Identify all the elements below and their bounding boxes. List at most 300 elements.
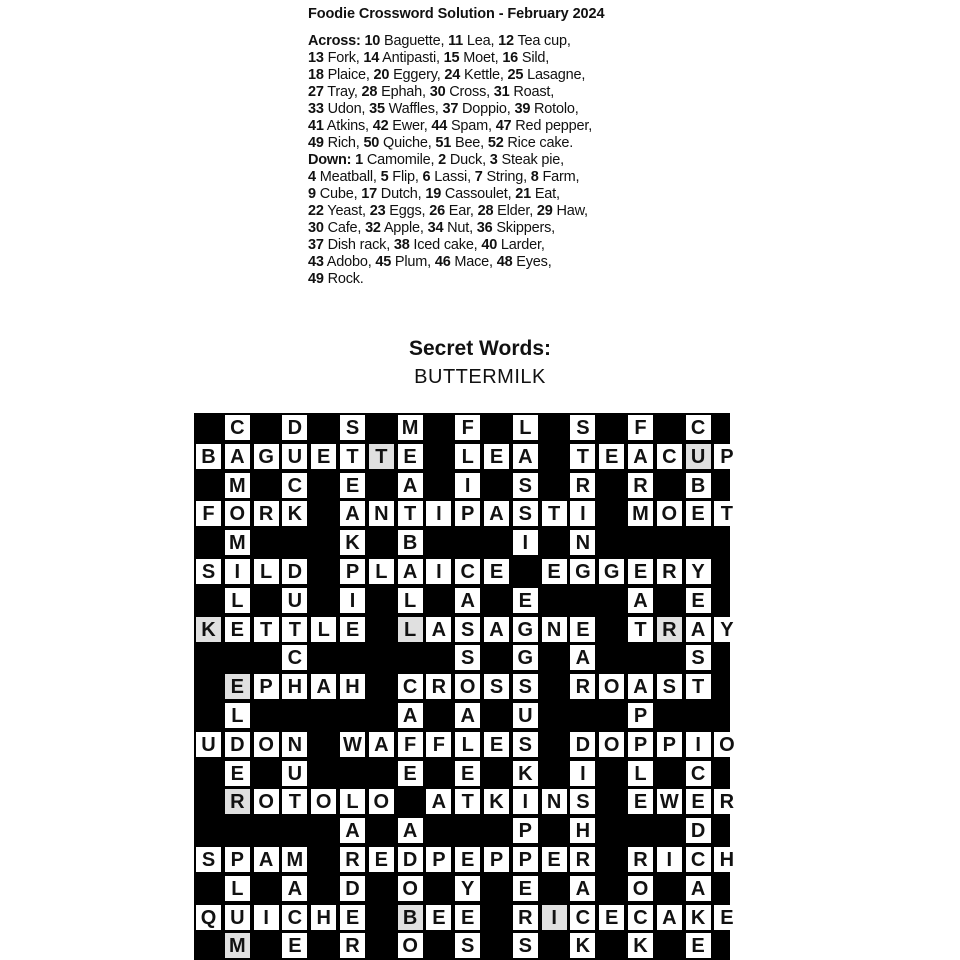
grid-cell xyxy=(484,501,509,526)
grid-cell xyxy=(282,415,307,440)
grid-cell xyxy=(225,847,250,872)
cell-letter: L xyxy=(231,877,244,900)
cell-letter: U xyxy=(287,445,303,468)
cell-letter: T xyxy=(720,503,733,526)
grid-cell xyxy=(398,415,423,440)
grid-cell xyxy=(282,645,307,670)
grid-cell xyxy=(513,501,538,526)
grid-cell xyxy=(254,444,279,469)
grid-cell xyxy=(455,444,480,469)
grid-cell xyxy=(225,905,250,930)
cell-letter: O xyxy=(258,791,274,814)
grid-cell xyxy=(340,789,365,814)
grid-cell xyxy=(628,617,653,642)
grid-cell xyxy=(714,789,739,814)
cell-letter: L xyxy=(346,791,359,814)
clue-number: 24 xyxy=(444,67,461,83)
grid-cell xyxy=(340,847,365,872)
grid-cell xyxy=(426,789,451,814)
cell-letter: S xyxy=(518,503,532,526)
cell-letter: E xyxy=(633,791,648,814)
clue-number: 22 xyxy=(308,203,324,219)
cell-letter: P xyxy=(230,849,244,871)
grid-cell xyxy=(542,559,567,584)
grid-cell xyxy=(398,818,423,843)
answer-text: Kettle, xyxy=(460,67,508,83)
cell-letter: D xyxy=(690,820,706,843)
grid-cell xyxy=(657,617,682,642)
cell-letter: O xyxy=(402,935,418,958)
cell-letter: C xyxy=(402,676,418,699)
grid-cell xyxy=(398,761,423,786)
grid-cell xyxy=(426,847,451,872)
cell-letter: R xyxy=(575,849,591,871)
grid-cell xyxy=(570,473,595,498)
grid-cell xyxy=(426,732,451,757)
grid-cell xyxy=(599,732,624,757)
cell-letter: R xyxy=(719,791,735,814)
grid-cell xyxy=(340,588,365,613)
cell-letter: A xyxy=(230,445,245,468)
cell-letter: E xyxy=(374,849,388,871)
answer-line xyxy=(308,254,778,271)
cell-letter: L xyxy=(375,561,388,583)
grid-cell xyxy=(686,645,711,670)
grid-cell xyxy=(340,933,365,958)
cell-letter: M xyxy=(632,503,649,526)
cell-letter: P xyxy=(633,705,648,727)
clue-number: 1 xyxy=(355,152,364,168)
cell-letter: E xyxy=(230,762,244,785)
cell-letter: Y xyxy=(720,618,734,641)
grid-cell xyxy=(657,674,682,699)
cell-letter: E xyxy=(547,849,561,871)
grid-cell xyxy=(455,617,480,642)
cell-letter: E xyxy=(720,906,734,929)
answer-text: Red pepper, xyxy=(511,118,593,134)
answer-line xyxy=(308,50,778,67)
grid-cell xyxy=(340,415,365,440)
cell-letter: P xyxy=(432,849,446,871)
grid-cell xyxy=(542,847,567,872)
clue-number: 12 xyxy=(498,33,514,49)
cell-letter: B xyxy=(402,532,418,555)
answer-line xyxy=(308,84,778,101)
cell-letter: S xyxy=(518,733,532,756)
answer-text: Bee, xyxy=(451,135,488,151)
cell-letter: P xyxy=(518,849,532,871)
cell-letter: D xyxy=(575,733,591,756)
secret-word: BUTTERMILK xyxy=(414,366,546,388)
grid-cell xyxy=(686,415,711,440)
grid-cell xyxy=(686,732,711,757)
cell-letter: O xyxy=(402,877,418,900)
answer-text: Eyes, xyxy=(512,254,552,270)
answer-text: Spam, xyxy=(447,118,496,134)
cell-letter: C xyxy=(690,417,706,439)
grid-cell xyxy=(398,674,423,699)
answer-text: Flip, xyxy=(388,169,423,185)
clue-number: 4 xyxy=(308,169,316,185)
grid-cell xyxy=(513,645,538,670)
grid-cell xyxy=(340,905,365,930)
grid-cell xyxy=(686,847,711,872)
answer-text: Dutch, xyxy=(376,186,426,202)
grid-cell xyxy=(398,876,423,901)
answer-text: Elder, xyxy=(493,203,537,219)
grid-cell xyxy=(513,588,538,613)
grid-cell xyxy=(369,847,394,872)
answer-line xyxy=(308,186,778,203)
grid-cell xyxy=(570,645,595,670)
cell-letter: D xyxy=(345,877,360,900)
cell-letter: S xyxy=(518,474,532,497)
answer-text: Waffles, xyxy=(384,101,443,117)
cell-letter: S xyxy=(576,417,590,439)
answer-text: Ear, xyxy=(444,203,478,219)
cell-letter: A xyxy=(633,445,648,468)
clue-number: 41 xyxy=(308,118,324,134)
cell-letter: A xyxy=(345,503,360,526)
clue-number: 51 xyxy=(435,135,452,151)
cell-letter: R xyxy=(633,474,648,497)
grid-cell xyxy=(398,732,423,757)
grid-cell xyxy=(570,501,595,526)
grid-cell xyxy=(628,473,653,498)
cell-letter: G xyxy=(575,561,591,583)
grid-cell xyxy=(455,674,480,699)
cell-letter: U xyxy=(201,733,216,756)
grid-cell xyxy=(542,789,567,814)
cell-letter: P xyxy=(461,503,475,526)
cell-letter: H xyxy=(345,676,360,699)
grid-cell xyxy=(484,732,509,757)
clue-number: 11 xyxy=(448,33,464,49)
cell-letter: A xyxy=(402,705,418,727)
grid-cell xyxy=(225,501,250,526)
cell-letter: C xyxy=(690,762,706,785)
grid-cell xyxy=(686,761,711,786)
grid-cell xyxy=(628,588,653,613)
cell-letter: C xyxy=(575,906,591,929)
cell-letter: A xyxy=(258,849,274,871)
cell-letter: S xyxy=(461,935,475,958)
clue-number: 49 xyxy=(308,135,324,151)
cell-letter: S xyxy=(576,791,590,814)
clue-number: 23 xyxy=(369,203,386,219)
grid-cell xyxy=(282,444,307,469)
clue-number: 16 xyxy=(502,50,519,66)
answer-text: Roast, xyxy=(509,84,555,100)
grid-cell xyxy=(455,905,480,930)
grid-cell xyxy=(513,933,538,958)
grid-cell xyxy=(254,501,279,526)
answer-text: Moet, xyxy=(459,50,503,66)
grid-cell xyxy=(513,674,538,699)
grid-cell xyxy=(254,732,279,757)
answer-list xyxy=(308,5,778,288)
clue-number: 2 xyxy=(438,152,447,168)
answer-text: Antipasti, xyxy=(379,50,444,66)
cell-letter: I xyxy=(580,762,586,785)
cell-letter: A xyxy=(431,618,447,641)
grid-cell xyxy=(225,933,250,958)
answer-text: Steak pie, xyxy=(497,152,564,168)
clue-number: 28 xyxy=(477,203,494,219)
grid-cell xyxy=(513,473,538,498)
grid-cell xyxy=(714,905,739,930)
answer-line xyxy=(308,152,778,169)
clue-number: 37 xyxy=(442,101,459,117)
grid-cell xyxy=(599,559,624,584)
grid-cell xyxy=(714,444,739,469)
answer-line xyxy=(308,67,778,84)
cell-letter: B xyxy=(402,906,418,929)
cell-letter: M xyxy=(286,849,304,871)
clue-number: 6 xyxy=(422,169,431,185)
grid-cell xyxy=(254,674,279,699)
grid-cell xyxy=(455,415,480,440)
clue-number: 31 xyxy=(493,84,510,100)
grid-cell xyxy=(340,501,365,526)
grid-cell xyxy=(484,847,509,872)
cell-letter: Y xyxy=(461,877,475,900)
cell-letter: K xyxy=(518,762,533,785)
cell-letter: A xyxy=(690,877,706,900)
answer-line xyxy=(308,135,778,152)
clue-number: 28 xyxy=(361,84,378,100)
cell-letter: F xyxy=(432,733,445,756)
grid-cell xyxy=(570,933,595,958)
cell-letter: T xyxy=(403,503,417,526)
clue-number: 43 xyxy=(308,254,324,270)
cell-letter: T xyxy=(259,618,273,641)
cell-letter: U xyxy=(518,705,533,727)
cell-letter: T xyxy=(691,676,705,699)
grid-cell xyxy=(225,617,250,642)
cell-letter: E xyxy=(345,474,360,497)
grid-cell xyxy=(225,415,250,440)
answer-text: Rich, xyxy=(323,135,364,151)
cell-letter: L xyxy=(231,589,244,612)
grid-cell xyxy=(628,732,653,757)
grid-cell xyxy=(455,876,480,901)
cell-letter: A xyxy=(316,676,331,699)
cell-letter: C xyxy=(633,906,648,929)
cell-letter: E xyxy=(489,561,504,583)
grid-cell xyxy=(455,847,480,872)
cell-letter: I xyxy=(349,589,356,612)
grid-cell xyxy=(657,732,682,757)
cell-letter: O xyxy=(719,733,735,756)
answer-text: Apple, xyxy=(380,220,428,236)
cell-letter: A xyxy=(431,791,447,814)
cell-letter: S xyxy=(662,676,676,699)
clue-number: 27 xyxy=(308,84,324,100)
cell-letter: F xyxy=(403,733,417,756)
clue-number: 49 xyxy=(308,271,324,287)
cell-letter: O xyxy=(258,733,274,756)
grid-cell xyxy=(282,876,307,901)
cell-letter: S xyxy=(518,676,532,699)
cell-letter: E xyxy=(288,935,302,958)
clue-number: 25 xyxy=(507,67,524,83)
cell-letter: A xyxy=(518,445,533,468)
clue-number: 52 xyxy=(487,135,504,151)
clue-number: 40 xyxy=(481,237,498,253)
cell-letter: E xyxy=(576,618,590,641)
grid-cell xyxy=(398,501,423,526)
answer-line xyxy=(308,203,778,220)
grid-cell xyxy=(398,444,423,469)
grid-cell xyxy=(225,559,250,584)
grid-cell xyxy=(225,876,250,901)
grid-cell xyxy=(657,501,682,526)
grid-cell xyxy=(570,905,595,930)
cell-letter: D xyxy=(287,417,303,439)
grid-cell xyxy=(398,847,423,872)
grid-cell xyxy=(282,674,307,699)
clue-number: 44 xyxy=(431,118,448,134)
grid-cell xyxy=(570,761,595,786)
answer-text: Doppio, xyxy=(458,101,515,117)
cell-letter: E xyxy=(345,906,360,929)
cell-letter: S xyxy=(691,647,705,670)
cell-letter: R xyxy=(345,849,360,871)
cell-letter: A xyxy=(690,618,706,641)
answer-text: Meatball, xyxy=(315,169,381,185)
grid-cell xyxy=(455,933,480,958)
answer-text: Larder, xyxy=(497,237,545,253)
clue-number: 10 xyxy=(364,33,381,49)
grid-cell xyxy=(282,501,307,526)
grid-cell xyxy=(513,530,538,555)
grid-cell xyxy=(686,876,711,901)
cell-letter: I xyxy=(522,791,529,814)
cell-letter: E xyxy=(230,676,244,699)
grid-cell xyxy=(340,617,365,642)
cell-letter: Q xyxy=(200,906,217,929)
grid-cell xyxy=(455,501,480,526)
grid-cell xyxy=(254,847,279,872)
grid-cell xyxy=(657,905,682,930)
cell-letter: U xyxy=(690,445,706,468)
clue-number: 9 xyxy=(308,186,316,202)
cell-letter: G xyxy=(258,445,274,468)
answer-line xyxy=(308,169,778,186)
cell-letter: A xyxy=(489,503,504,526)
cell-letter: E xyxy=(518,877,532,900)
cell-letter: L xyxy=(519,417,532,439)
grid-cell xyxy=(686,905,711,930)
grid-cell xyxy=(513,617,538,642)
answer-text: Rotolo, xyxy=(530,101,579,117)
clue-number: 18 xyxy=(308,67,324,83)
answer-text: Eggs, xyxy=(385,203,430,219)
cell-letter: I xyxy=(580,503,586,526)
grid-cell xyxy=(628,501,653,526)
grid-cell xyxy=(513,818,538,843)
cell-letter: C xyxy=(230,417,245,439)
cell-letter: E xyxy=(230,618,244,641)
cell-letter: P xyxy=(662,733,676,756)
cell-letter: D xyxy=(287,561,303,583)
grid-cell xyxy=(254,559,279,584)
grid-cell xyxy=(686,473,711,498)
grid-cell xyxy=(254,617,279,642)
clue-answers xyxy=(308,33,778,288)
clue-number: 13 xyxy=(308,50,324,66)
grid-cell xyxy=(369,501,394,526)
grid-cell xyxy=(628,876,653,901)
grid-cell xyxy=(455,645,480,670)
cell-letter: K xyxy=(345,532,360,555)
cell-letter: T xyxy=(288,791,301,814)
cell-letter: I xyxy=(234,561,241,583)
cell-letter: T xyxy=(346,445,359,468)
grid-cell xyxy=(282,732,307,757)
cell-letter: N xyxy=(287,733,303,756)
grid-cell xyxy=(225,588,250,613)
grid-cell xyxy=(513,703,538,728)
clue-number: 36 xyxy=(476,220,493,236)
cell-letter: W xyxy=(659,791,679,814)
grid-cell xyxy=(398,559,423,584)
cell-letter: O xyxy=(661,503,678,526)
cell-letter: I xyxy=(695,733,701,756)
clue-number: 50 xyxy=(363,135,380,151)
grid-cell xyxy=(686,559,711,584)
cell-letter: D xyxy=(230,733,245,756)
cell-letter: S xyxy=(518,935,532,958)
grid-cell xyxy=(426,905,451,930)
grid-cell xyxy=(398,933,423,958)
clue-number: 47 xyxy=(495,118,512,134)
cell-letter: G xyxy=(603,561,620,583)
clue-number: 45 xyxy=(375,254,392,270)
grid-cell xyxy=(455,732,480,757)
cell-letter: T xyxy=(576,445,589,468)
grid-cell xyxy=(196,847,221,872)
cell-letter: O xyxy=(459,676,476,699)
grid-cell xyxy=(426,617,451,642)
clue-number: 14 xyxy=(363,50,380,66)
clue-number: 30 xyxy=(308,220,324,236)
grid-cell xyxy=(196,617,221,642)
answer-text: Haw, xyxy=(552,203,588,219)
answer-text: Dish rack, xyxy=(323,237,394,253)
clue-number: 20 xyxy=(373,67,390,83)
cell-letter: I xyxy=(464,474,471,497)
grid-cell xyxy=(513,761,538,786)
grid-cell xyxy=(311,905,336,930)
grid-cell xyxy=(225,732,250,757)
grid-cell xyxy=(196,559,221,584)
cell-letter: N xyxy=(546,618,562,641)
cell-letter: A xyxy=(633,676,648,699)
cell-letter: M xyxy=(228,474,246,497)
grid-cell xyxy=(570,674,595,699)
grid-cell xyxy=(225,761,250,786)
cell-letter: E xyxy=(691,589,705,612)
grid-cell xyxy=(398,530,423,555)
cell-letter: P xyxy=(518,820,532,843)
cell-letter: R xyxy=(258,503,274,526)
cell-letter: M xyxy=(228,935,246,958)
answer-text: Yeast, xyxy=(323,203,370,219)
grid-cell xyxy=(225,674,250,699)
answer-text: Eggery, xyxy=(389,67,445,83)
